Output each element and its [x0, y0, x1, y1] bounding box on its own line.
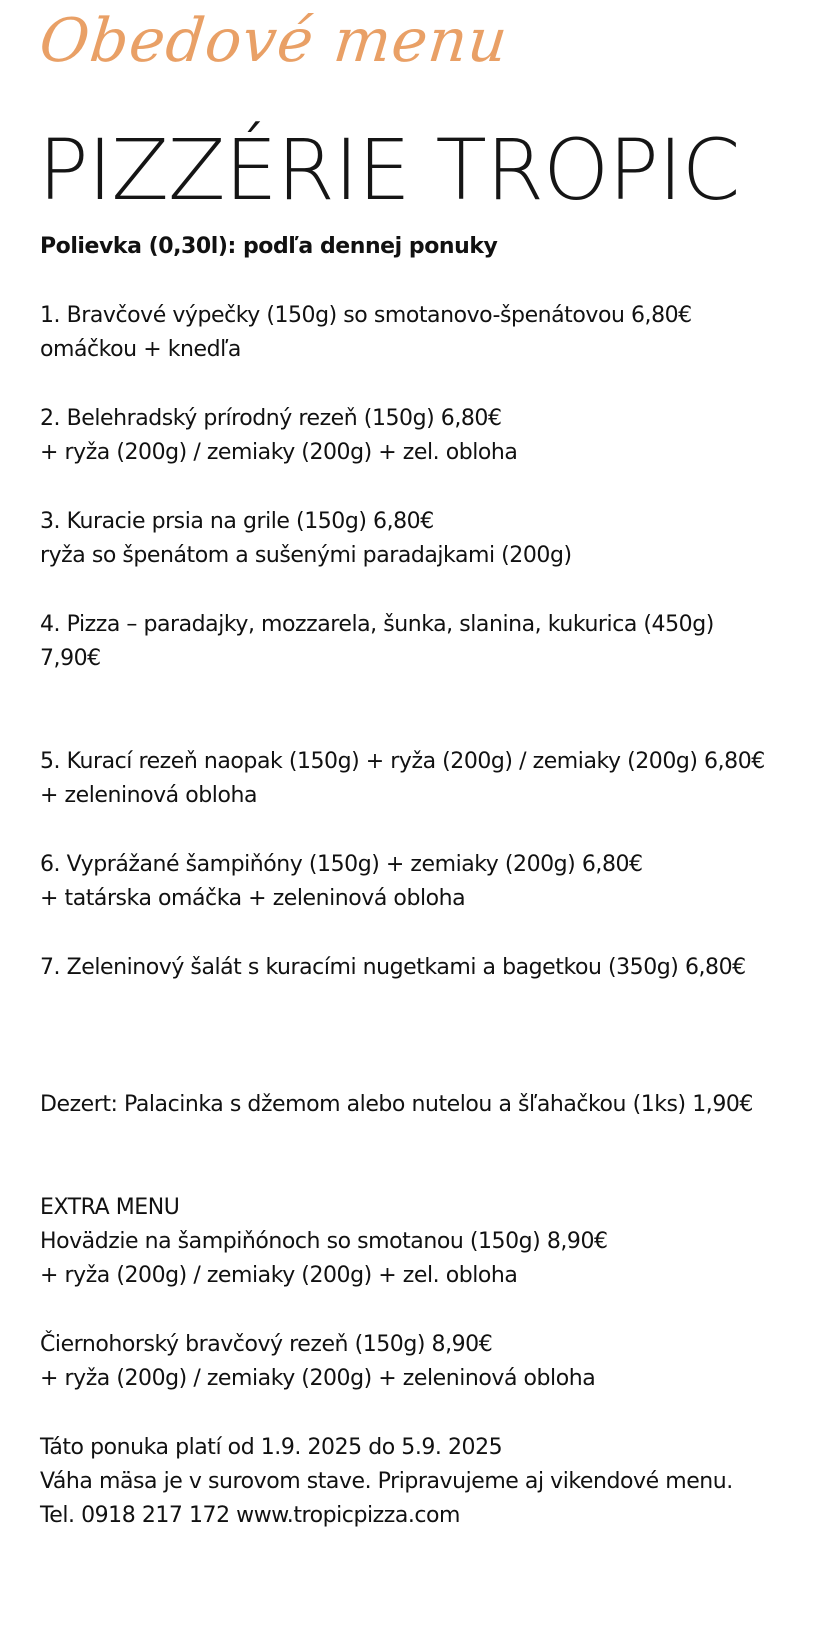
menu-item-6-line2: + tatárska omáčka + zeleninová obloha	[40, 886, 466, 911]
menu-item-2-line1: 2. Belehradský prírodný rezeň (150g) 6,80€	[40, 406, 502, 431]
restaurant-name: PIZZÉRIE TROPIC	[38, 121, 740, 219]
menu-item-5-line1: 5. Kurací rezeň naopak (150g) + ryža (200g) / zemiaky (200g) 6,80€	[40, 749, 765, 774]
menu-item-6-line1: 6. Vyprážané šampiňóny (150g) + zemiaky (200g) 6,80€	[40, 852, 643, 877]
extra-item-2-line2: + ryža (200g) / zemiaky (200g) + zeleninová obloha	[40, 1366, 596, 1391]
menu-item-1-line1: 1. Bravčové výpečky (150g) so smotanovo-špenátovou 6,80€	[40, 303, 692, 328]
menu-item-7-line1: 7. Zeleninový šalát s kuracími nugetkami a bagetkou (350g) 6,80€	[40, 955, 746, 980]
extra-menu-heading: EXTRA MENU	[40, 1195, 180, 1220]
menu-item-3-line1: 3. Kuracie prsia na grile (150g) 6,80€	[40, 509, 434, 534]
menu-item-1-line2: omáčkou + knedľa	[40, 337, 241, 362]
contact-line: Tel. 0918 217 172 www.tropicpizza.com	[40, 1503, 461, 1528]
menu-item-4-line2: 7,90€	[40, 646, 101, 671]
extra-item-1-line1: Hovädzie na šampiňónoch so smotanou (150g) 8,90€	[40, 1229, 608, 1254]
menu-item-4-line1: 4. Pizza – paradajky, mozzarela, šunka, slanina, kukurica (450g)	[40, 612, 714, 637]
weight-note: Váha mäsa je v surovom stave. Pripravujeme aj vikendové menu.	[40, 1469, 733, 1494]
extra-item-2-line1: Čiernohorský bravčový rezeň (150g) 8,90€	[40, 1332, 493, 1357]
menu-item-3-line2: ryža so špenátom a sušenými paradajkami (200g)	[40, 543, 572, 568]
menu-item-2-line2: + ryža (200g) / zemiaky (200g) + zel. obloha	[40, 440, 518, 465]
validity-note: Táto ponuka platí od 1.9. 2025 do 5.9. 2025	[40, 1435, 503, 1460]
dessert-line: Dezert: Palacinka s džemom alebo nutelou a šľahačkou (1ks) 1,90€	[40, 1092, 753, 1117]
soup-line: Polievka (0,30l): podľa dennej ponuky	[40, 234, 498, 259]
extra-item-1-line2: + ryža (200g) / zemiaky (200g) + zel. obloha	[40, 1263, 518, 1288]
menu-item-5-line2: + zeleninová obloha	[40, 783, 257, 808]
script-title: Obedové menu	[36, 6, 512, 76]
